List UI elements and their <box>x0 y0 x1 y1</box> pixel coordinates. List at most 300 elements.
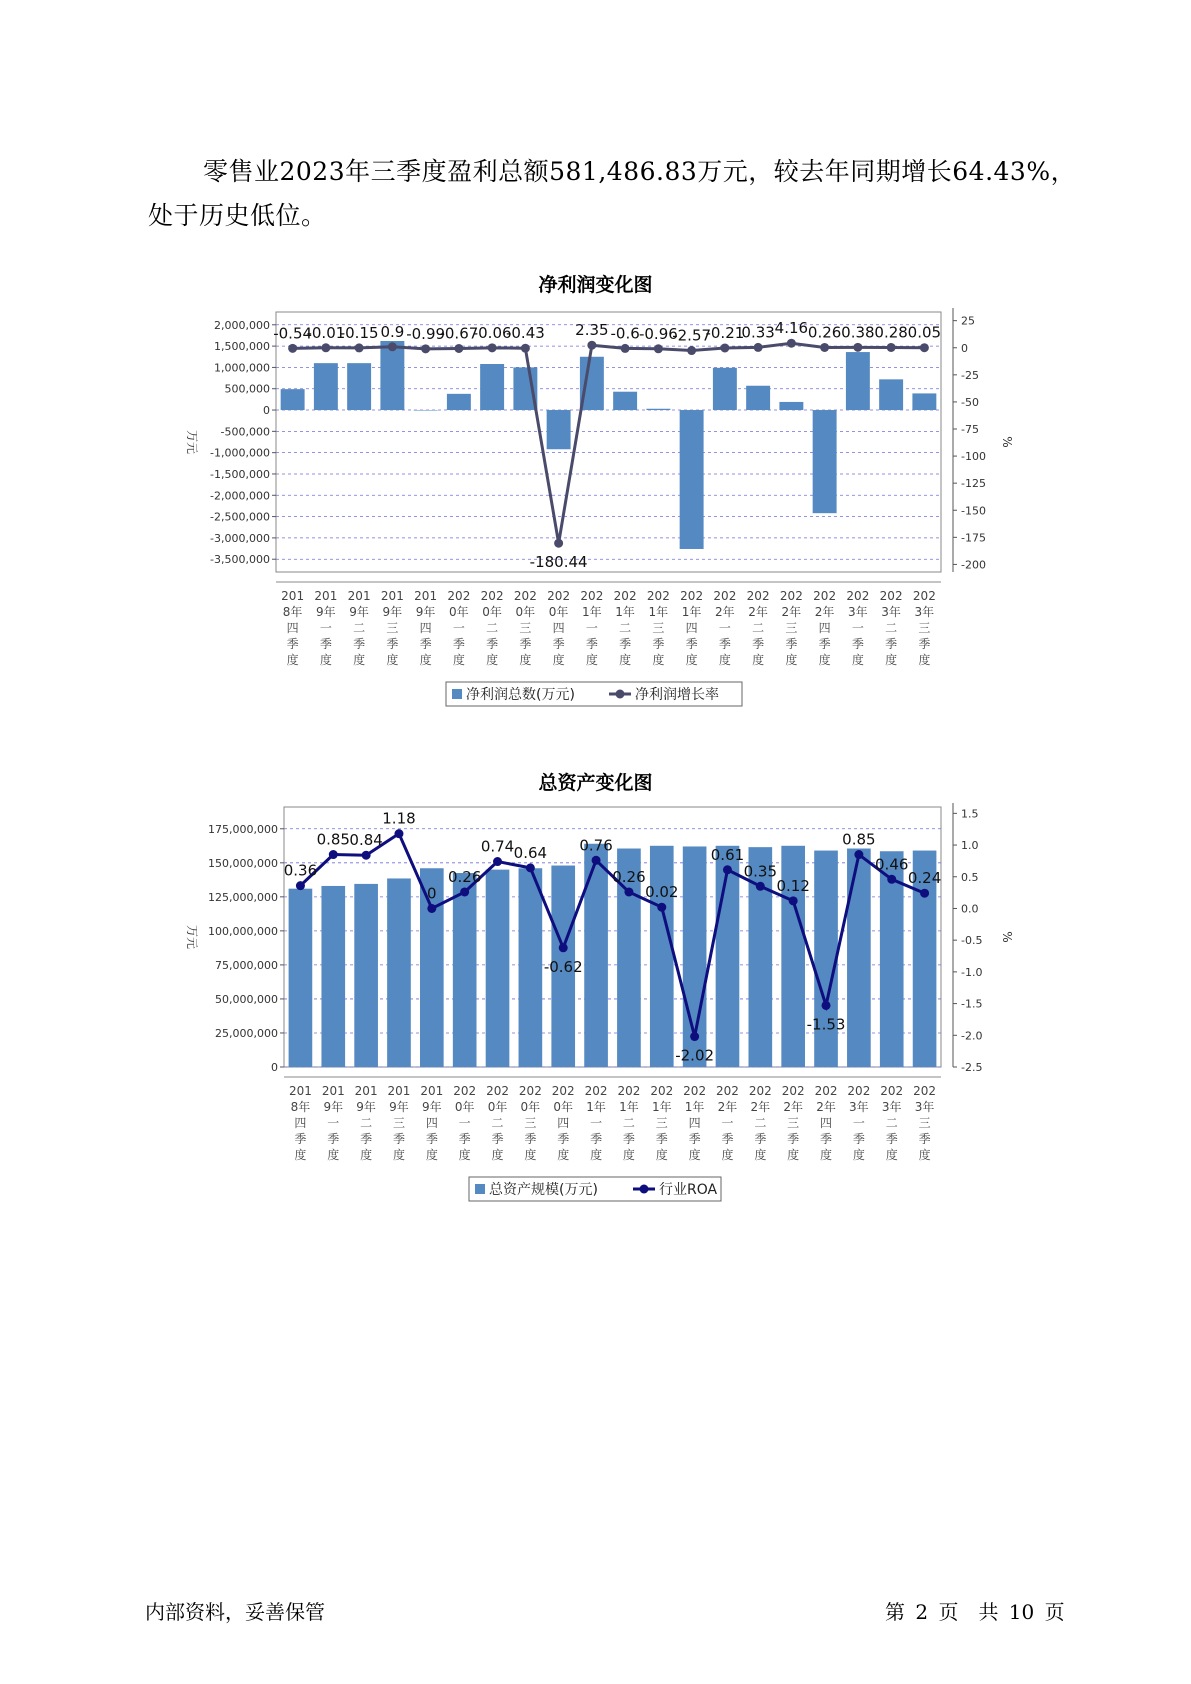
x-tick-label: 1年 <box>615 605 635 619</box>
x-tick-label: 202 <box>880 1084 904 1098</box>
x-tick-label: 202 <box>813 589 837 603</box>
bar <box>414 410 438 411</box>
line-point <box>754 343 763 352</box>
x-tick-label: 2年 <box>717 1100 738 1114</box>
y2-axis-label: % <box>1000 931 1014 943</box>
bar <box>453 873 477 1067</box>
x-tick-label: 度 <box>818 653 831 667</box>
x-tick-label: 9年 <box>389 1100 409 1114</box>
x-tick-label: 202 <box>847 1084 871 1098</box>
x-tick-label: 季 <box>360 1132 373 1146</box>
line-point <box>587 341 596 350</box>
data-label: -0.62 <box>543 957 583 976</box>
x-tick-label: 202 <box>584 1084 608 1098</box>
data-label: 0.26 <box>807 323 842 342</box>
line-point <box>321 343 330 352</box>
y-tick-label: 0 <box>271 1061 278 1074</box>
x-tick-label: 度 <box>294 1148 307 1162</box>
x-tick-label: 度 <box>852 1148 865 1162</box>
bar <box>281 389 305 410</box>
x-tick-label: 度 <box>820 1148 833 1162</box>
legend-line-label: 净利润增长率 <box>635 687 719 703</box>
x-tick-label: 季 <box>752 637 765 651</box>
x-tick-label: 202 <box>680 589 704 603</box>
bar <box>519 868 543 1067</box>
x-tick-label: 四 <box>685 621 698 635</box>
x-tick-label: 季 <box>392 1132 405 1146</box>
data-label: -2.02 <box>675 1046 715 1065</box>
line-point <box>592 856 601 865</box>
x-tick-label: 202 <box>447 589 471 603</box>
x-tick-label: 度 <box>918 1148 931 1162</box>
x-tick-label: 四 <box>552 621 565 635</box>
x-tick-label: 2年 <box>715 605 735 619</box>
x-tick-label: 度 <box>392 1148 405 1162</box>
x-tick-label: 202 <box>480 589 504 603</box>
x-tick-label: 度 <box>655 1148 668 1162</box>
x-tick-label: 季 <box>519 637 532 651</box>
page-number: 第 2 页 共 10 页 <box>885 1600 1065 1624</box>
y-tick-label: 100,000,000 <box>208 924 278 938</box>
line-point <box>493 857 502 866</box>
x-tick-label: 201 <box>420 1084 444 1098</box>
x-tick-label: 季 <box>386 637 399 651</box>
x-tick-label: 202 <box>683 1084 707 1098</box>
x-tick-label: 202 <box>846 589 870 603</box>
bar <box>321 886 345 1067</box>
line-point <box>362 851 371 860</box>
bar <box>387 878 411 1067</box>
data-label: 0.35 <box>743 862 778 881</box>
y2-tick-label: -1.0 <box>961 965 983 979</box>
y-tick-label: 125,000,000 <box>208 890 278 904</box>
x-tick-label: 三 <box>787 1116 800 1130</box>
x-tick-label: 201 <box>387 1084 411 1098</box>
legend-line-label: 行业ROA <box>659 1182 718 1198</box>
x-tick-label: 三 <box>918 621 931 635</box>
x-tick-label: 季 <box>585 637 598 651</box>
y2-tick-label: -25 <box>961 368 979 382</box>
data-label: 0.76 <box>579 836 613 855</box>
line-point <box>521 344 530 353</box>
bar <box>486 870 510 1067</box>
line-point <box>687 346 696 355</box>
line-point <box>654 344 663 353</box>
line-point <box>296 881 305 890</box>
x-tick-label: 3年 <box>881 1100 902 1114</box>
line-point <box>657 903 666 912</box>
x-tick-label: 季 <box>885 637 898 651</box>
x-tick-label: 201 <box>354 1084 378 1098</box>
data-label: 0.24 <box>907 869 942 888</box>
x-tick-label: 季 <box>851 637 864 651</box>
x-tick-label: 8年 <box>282 605 303 619</box>
x-tick-label: 度 <box>885 653 898 667</box>
x-tick-label: 一 <box>721 1116 734 1130</box>
line-point <box>355 343 364 352</box>
x-tick-label: 1年 <box>619 1100 639 1114</box>
line-point <box>920 343 929 352</box>
x-tick-label: 二 <box>619 621 632 635</box>
line-point <box>488 343 497 352</box>
x-tick-label: 0年 <box>487 1100 508 1114</box>
x-tick-label: 3年 <box>914 605 935 619</box>
y2-tick-label: -200 <box>961 558 986 572</box>
y-tick-label: 150,000,000 <box>208 856 278 870</box>
bar <box>746 386 770 410</box>
x-tick-label: 1年 <box>648 605 669 619</box>
y2-tick-label: 0 <box>961 341 968 355</box>
plot-area <box>276 312 941 572</box>
x-tick-label: 季 <box>820 1132 833 1146</box>
y-tick-label: -1,500,000 <box>210 467 270 481</box>
bar <box>779 402 803 410</box>
x-tick-label: 202 <box>713 589 737 603</box>
x-tick-label: 季 <box>918 637 931 651</box>
x-tick-label: 度 <box>491 1148 504 1162</box>
x-tick-label: 三 <box>524 1116 537 1130</box>
x-tick-label: 202 <box>617 1084 641 1098</box>
y-tick-label: 500,000 <box>224 382 270 396</box>
y-axis-label: 万元 <box>185 924 199 950</box>
y2-tick-label: -175 <box>961 531 986 545</box>
x-tick-label: 202 <box>746 589 770 603</box>
x-tick-label: 季 <box>425 1132 438 1146</box>
line-point <box>920 889 929 898</box>
line-point <box>690 1032 699 1041</box>
bar <box>680 410 704 549</box>
x-tick-label: 202 <box>518 1084 542 1098</box>
x-tick-label: 201 <box>314 589 338 603</box>
data-label: 0.33 <box>741 323 775 342</box>
data-label: 2.35 <box>575 321 609 340</box>
x-tick-label: 202 <box>613 589 637 603</box>
x-tick-label: 3年 <box>881 605 901 619</box>
x-tick-label: 201 <box>347 589 371 603</box>
data-label: 0.28 <box>874 323 908 342</box>
total-assets-chart <box>0 797 1191 1237</box>
x-tick-label: 1年 <box>582 605 602 619</box>
x-tick-label: 度 <box>918 653 931 667</box>
x-tick-label: 季 <box>721 1132 734 1146</box>
x-tick-label: 9年 <box>356 1100 376 1114</box>
x-tick-label: 四 <box>419 621 432 635</box>
x-tick-label: 0年 <box>553 1100 574 1114</box>
data-label: 0.12 <box>776 876 810 895</box>
y-tick-label: 25,000,000 <box>215 1026 278 1040</box>
x-tick-label: 四 <box>818 621 831 635</box>
line-point <box>787 339 796 348</box>
x-tick-label: 2年 <box>750 1100 771 1114</box>
legend-bar-label: 总资产规模(万元) <box>489 1182 598 1198</box>
x-tick-label: 1年 <box>651 1100 672 1114</box>
x-tick-label: 季 <box>619 637 632 651</box>
bar <box>613 392 637 410</box>
x-tick-label: 季 <box>452 637 465 651</box>
x-tick-label: 一 <box>851 621 864 635</box>
bar <box>847 849 871 1067</box>
line-point <box>853 343 862 352</box>
x-tick-label: 202 <box>879 589 903 603</box>
x-tick-label: 度 <box>585 653 598 667</box>
data-label: 0.02 <box>645 883 679 902</box>
x-tick-label: 季 <box>787 1132 800 1146</box>
x-tick-label: 3年 <box>849 1100 869 1114</box>
x-tick-label: 二 <box>885 1116 898 1130</box>
x-tick-label: 8年 <box>290 1100 311 1114</box>
x-tick-label: 季 <box>885 1132 898 1146</box>
x-tick-label: 度 <box>754 1148 767 1162</box>
x-tick-label: 0年 <box>454 1100 475 1114</box>
line-point <box>559 943 568 952</box>
data-label: -0.06 <box>472 323 512 342</box>
data-label: -0.01 <box>306 323 346 342</box>
x-tick-label: 四 <box>820 1116 833 1130</box>
x-tick-label: 四 <box>286 621 299 635</box>
y2-tick-label: 1.0 <box>961 839 979 853</box>
x-tick-label: 202 <box>580 589 604 603</box>
x-tick-label: 季 <box>327 1132 340 1146</box>
legend-bar-swatch <box>452 689 462 699</box>
y2-axis-label: % <box>1000 436 1014 448</box>
line-point <box>329 850 338 859</box>
line-point <box>723 865 732 874</box>
data-label: 0.05 <box>907 323 942 342</box>
data-label: 0.85 <box>842 830 876 849</box>
x-tick-label: 度 <box>524 1148 537 1162</box>
legend-line-marker <box>640 1185 649 1194</box>
data-label: 0 <box>427 884 437 903</box>
y2-tick-label: -100 <box>961 450 986 464</box>
x-tick-label: 三 <box>785 621 798 635</box>
y-axis-label: 万元 <box>185 429 199 455</box>
x-tick-label: 9年 <box>316 605 336 619</box>
x-tick-label: 度 <box>619 653 632 667</box>
x-tick-label: 度 <box>353 653 366 667</box>
x-tick-label: 201 <box>281 589 305 603</box>
x-tick-label: 四 <box>294 1116 307 1130</box>
x-tick-label: 季 <box>718 637 731 651</box>
bar <box>547 410 571 449</box>
bar <box>713 368 737 410</box>
bar <box>380 341 404 410</box>
x-tick-label: 二 <box>752 621 765 635</box>
x-tick-label: 202 <box>650 1084 674 1098</box>
x-tick-label: 季 <box>557 1132 570 1146</box>
x-tick-label: 一 <box>327 1116 340 1130</box>
bar <box>584 844 608 1067</box>
line-point <box>887 875 896 884</box>
x-tick-label: 三 <box>386 621 399 635</box>
x-tick-label: 季 <box>524 1132 537 1146</box>
x-tick-label: 季 <box>818 637 831 651</box>
x-tick-label: 2年 <box>748 605 768 619</box>
x-tick-label: 二 <box>486 621 499 635</box>
data-label: -180.44 <box>529 553 588 572</box>
data-label: -0.96 <box>638 324 678 343</box>
data-label: 1.18 <box>382 809 416 828</box>
x-tick-label: 0年 <box>520 1100 541 1114</box>
x-tick-label: 202 <box>814 1084 838 1098</box>
y-tick-label: -2,000,000 <box>210 489 270 503</box>
x-tick-label: 度 <box>785 653 798 667</box>
y-tick-label: 75,000,000 <box>215 958 278 972</box>
y2-tick-label: -125 <box>961 477 986 491</box>
x-tick-label: 季 <box>419 637 432 651</box>
y2-tick-label: 25 <box>961 314 975 328</box>
data-label: 0.26 <box>447 867 482 886</box>
x-tick-label: 季 <box>353 637 366 651</box>
data-label: 0.61 <box>710 845 745 864</box>
data-label: -0.43 <box>505 324 545 343</box>
x-tick-label: 二 <box>360 1116 373 1130</box>
x-tick-label: 202 <box>781 1084 805 1098</box>
data-label: -0.67 <box>439 324 479 343</box>
x-tick-label: 2年 <box>814 605 835 619</box>
line-point <box>887 343 896 352</box>
x-tick-label: 一 <box>590 1116 603 1130</box>
line-point <box>421 344 430 353</box>
line-point <box>427 904 436 913</box>
line-point <box>621 344 630 353</box>
bar <box>646 409 670 410</box>
x-tick-label: 二 <box>491 1116 504 1130</box>
x-tick-label: 2年 <box>816 1100 836 1114</box>
x-tick-label: 9年 <box>415 605 436 619</box>
x-tick-label: 度 <box>452 653 465 667</box>
x-tick-label: 201 <box>321 1084 345 1098</box>
y2-tick-label: -75 <box>961 423 979 436</box>
x-tick-label: 1年 <box>684 1100 705 1114</box>
x-tick-label: 季 <box>655 1132 668 1146</box>
y2-tick-label: -50 <box>961 395 979 409</box>
line-point <box>454 344 463 353</box>
legend-bar-swatch <box>475 1184 485 1194</box>
data-label: -0.21 <box>705 323 745 342</box>
y-tick-label: -3,500,000 <box>210 553 270 567</box>
y-tick-label: -1,000,000 <box>210 446 270 460</box>
bar <box>314 363 338 410</box>
summary-paragraph: 零售业2023年三季度盈利总额581,486.83万元，较去年同期增长64.43%，处于历史低位。 <box>148 157 1077 230</box>
x-tick-label: 度 <box>685 653 698 667</box>
x-tick-label: 度 <box>458 1148 471 1162</box>
x-tick-label: 季 <box>622 1132 635 1146</box>
x-tick-label: 3年 <box>848 605 868 619</box>
x-tick-label: 202 <box>779 589 803 603</box>
line-point <box>756 882 765 891</box>
x-tick-label: 度 <box>590 1148 603 1162</box>
legend-bar-label: 净利润总数(万元) <box>466 687 575 703</box>
x-tick-label: 四 <box>425 1116 438 1130</box>
x-tick-label: 度 <box>425 1148 438 1162</box>
x-tick-label: 季 <box>685 637 698 651</box>
x-tick-label: 度 <box>622 1148 635 1162</box>
x-tick-label: 202 <box>547 589 571 603</box>
x-tick-label: 202 <box>748 1084 772 1098</box>
x-tick-label: 1年 <box>681 605 702 619</box>
data-label: 0.36 <box>283 861 318 880</box>
y2-tick-label: -1.5 <box>961 997 983 1011</box>
x-tick-label: 二 <box>353 621 366 635</box>
x-tick-label: 度 <box>286 653 299 667</box>
bar <box>912 393 936 410</box>
data-label: -0.6 <box>610 324 640 343</box>
line-point <box>789 896 798 905</box>
x-tick-label: 度 <box>386 653 399 667</box>
x-tick-label: 9年 <box>323 1100 344 1114</box>
data-label: 0.9 <box>380 322 405 341</box>
x-tick-label: 一 <box>852 1116 865 1130</box>
line-point <box>854 850 863 859</box>
data-label: -2.57 <box>672 326 712 345</box>
legend-line-marker <box>616 690 625 699</box>
x-tick-label: 度 <box>360 1148 373 1162</box>
line-point <box>820 343 829 352</box>
y-tick-label: 50,000,000 <box>215 992 278 1006</box>
line-point <box>388 342 397 351</box>
x-tick-label: 一 <box>718 621 731 635</box>
bar <box>846 352 870 410</box>
x-tick-label: 二 <box>754 1116 767 1130</box>
x-tick-label: 2年 <box>781 605 802 619</box>
x-tick-label: 一 <box>452 621 465 635</box>
x-tick-label: 四 <box>557 1116 570 1130</box>
x-tick-label: 度 <box>486 653 499 667</box>
x-tick-label: 季 <box>552 637 565 651</box>
x-tick-label: 1年 <box>586 1100 606 1114</box>
x-tick-label: 四 <box>688 1116 701 1130</box>
line-point <box>460 887 469 896</box>
x-tick-label: 度 <box>552 653 565 667</box>
y2-tick-label: 0.5 <box>961 870 979 884</box>
bar <box>814 851 838 1067</box>
x-tick-label: 度 <box>519 653 532 667</box>
x-tick-label: 三 <box>392 1116 405 1130</box>
chart-title-net-profit: 净利润变化图 <box>538 274 653 296</box>
data-label: 0.64 <box>513 843 548 862</box>
data-label: 0.84 <box>349 831 383 850</box>
x-tick-label: 202 <box>646 589 670 603</box>
data-label: 0.74 <box>480 837 515 856</box>
bar <box>716 846 740 1067</box>
x-tick-label: 一 <box>585 621 598 635</box>
data-label: 0.46 <box>875 855 909 874</box>
x-tick-label: 度 <box>752 653 765 667</box>
x-tick-label: 0年 <box>449 605 469 619</box>
x-tick-label: 季 <box>918 1132 931 1146</box>
x-tick-label: 度 <box>419 653 432 667</box>
data-label: -1.53 <box>806 1015 846 1034</box>
x-tick-label: 度 <box>885 1148 898 1162</box>
y-tick-label: 175,000,000 <box>208 822 278 836</box>
x-tick-label: 202 <box>912 589 936 603</box>
x-tick-label: 三 <box>655 1116 668 1130</box>
x-tick-label: 度 <box>688 1148 701 1162</box>
y-tick-label: 0 <box>263 404 270 418</box>
x-tick-label: 二 <box>885 621 898 635</box>
chart-title-total-assets: 总资产变化图 <box>538 772 653 794</box>
y2-tick-label: 0.0 <box>961 902 979 916</box>
y2-tick-label: 1.5 <box>961 807 979 821</box>
data-label: 4.16 <box>774 319 809 338</box>
x-tick-label: 201 <box>288 1084 312 1098</box>
x-tick-label: 季 <box>458 1132 471 1146</box>
y2-tick-label: -0.5 <box>961 934 983 948</box>
x-tick-label: 季 <box>688 1132 701 1146</box>
x-tick-label: 度 <box>652 653 665 667</box>
footer-note: 内部资料，妥善保管 <box>145 1600 325 1624</box>
x-tick-label: 0年 <box>515 605 536 619</box>
